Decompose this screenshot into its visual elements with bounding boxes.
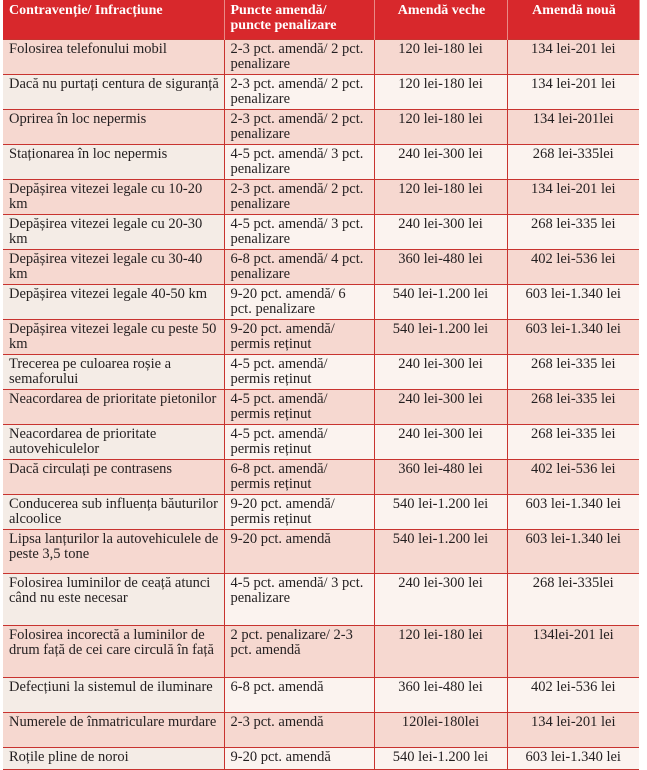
header-new-fine: Amendă nouă	[507, 0, 639, 40]
old-fine-cell: 120 lei-180 lei	[374, 110, 507, 145]
offense-cell: Lipsa lanțurilor la autovehiculele de peste 3,5 tone	[3, 530, 224, 574]
table-row	[3, 390, 639, 425]
table-row	[3, 180, 639, 215]
points-cell: 2 pct. penalizare/ 2-3 pct. amendă	[224, 626, 374, 678]
points-cell: 4-5 pct. amendă/ permis reținut	[224, 425, 374, 460]
points-cell: 4-5 pct. amendă/ 3 pct. penalizare	[224, 145, 374, 180]
old-fine-cell: 120 lei-180 lei	[374, 75, 507, 110]
old-fine-cell: 120 lei-180 lei	[374, 626, 507, 678]
table-row	[3, 626, 639, 678]
new-fine-cell: 603 lei-1.340 lei	[507, 285, 639, 320]
old-fine-cell: 240 lei-300 lei	[374, 215, 507, 250]
points-cell: 2-3 pct. amendă/ 2 pct. penalizare	[224, 40, 374, 75]
points-cell: 4-5 pct. amendă/ 3 pct. penalizare	[224, 574, 374, 626]
offense-cell: Defecțiuni la sistemul de iluminare	[3, 678, 224, 713]
new-fine-cell: 134 lei-201 lei	[507, 75, 639, 110]
table-row	[3, 425, 639, 460]
new-fine-cell: 603 lei-1.340 lei	[507, 495, 639, 530]
offense-cell: Depășirea vitezei legale cu 30-40 km	[3, 250, 224, 285]
header-points: Puncte amendă/ puncte penalizare	[224, 0, 374, 40]
points-cell: 9-20 pct. amendă	[224, 530, 374, 574]
new-fine-cell: 603 lei-1.340 lei	[507, 748, 639, 770]
header-offense: Contravenție/ Infracțiune	[3, 0, 224, 40]
new-fine-cell: 603 lei-1.340 lei	[507, 530, 639, 574]
points-cell: 9-20 pct. amendă	[224, 748, 374, 770]
new-fine-cell: 268 lei-335 lei	[507, 355, 639, 390]
table-row	[3, 75, 639, 110]
old-fine-cell: 240 lei-300 lei	[374, 574, 507, 626]
points-cell: 6-8 pct. amendă	[224, 678, 374, 713]
table-row	[3, 110, 639, 145]
new-fine-cell: 402 lei-536 lei	[507, 678, 639, 713]
points-cell: 9-20 pct. amendă/ 6 pct. penalizare	[224, 285, 374, 320]
points-cell: 4-5 pct. amendă/ permis reținut	[224, 355, 374, 390]
new-fine-cell: 402 lei-536 lei	[507, 250, 639, 285]
points-cell: 2-3 pct. amendă/ 2 pct. penalizare	[224, 75, 374, 110]
offense-cell: Conducerea sub influența băuturilor alcoolice	[3, 495, 224, 530]
new-fine-cell: 603 lei-1.340 lei	[507, 320, 639, 355]
new-fine-cell: 134lei-201 lei	[507, 626, 639, 678]
new-fine-cell: 268 lei-335 lei	[507, 215, 639, 250]
table-row	[3, 145, 639, 180]
table-row	[3, 713, 639, 748]
offense-cell: Folosirea incorectă a luminilor de drum față de cei care circulă în față	[3, 626, 224, 678]
offense-cell: Oprirea în loc nepermis	[3, 110, 224, 145]
fines-table	[3, 0, 640, 770]
points-cell: 2-3 pct. amendă/ 2 pct. penalizare	[224, 180, 374, 215]
table-row	[3, 355, 639, 390]
new-fine-cell: 134 lei-201 lei	[507, 180, 639, 215]
offense-cell: Roțile pline de noroi	[3, 748, 224, 770]
header-old-fine: Amendă veche	[374, 0, 507, 40]
old-fine-cell: 120 lei-180 lei	[374, 40, 507, 75]
table-header	[3, 0, 639, 40]
old-fine-cell: 540 lei-1.200 lei	[374, 495, 507, 530]
old-fine-cell: 540 lei-1.200 lei	[374, 530, 507, 574]
header-row	[3, 0, 639, 40]
offense-cell: Numerele de înmatriculare murdare	[3, 713, 224, 748]
table-row	[3, 320, 639, 355]
points-cell: 2-3 pct. amendă/ 2 pct. penalizare	[224, 110, 374, 145]
old-fine-cell: 360 lei-480 lei	[374, 460, 507, 495]
table-row	[3, 530, 639, 574]
offense-cell: Folosirea luminilor de ceață atunci când nu este necesar	[3, 574, 224, 626]
points-cell: 9-20 pct. amendă/ permis reținut	[224, 495, 374, 530]
offense-cell: Depășirea vitezei legale 40-50 km	[3, 285, 224, 320]
points-cell: 4-5 pct. amendă/ permis reținut	[224, 390, 374, 425]
table-row	[3, 215, 639, 250]
offense-cell: Neacordarea de prioritate pietonilor	[3, 390, 224, 425]
offense-cell: Depășirea vitezei legale cu 20-30 km	[3, 215, 224, 250]
points-cell: 6-8 pct. amendă/ 4 pct. penalizare	[224, 250, 374, 285]
new-fine-cell: 134 lei-201 lei	[507, 713, 639, 748]
table-row	[3, 40, 639, 75]
offense-cell: Staționarea în loc nepermis	[3, 145, 224, 180]
table-row	[3, 250, 639, 285]
old-fine-cell: 360 lei-480 lei	[374, 678, 507, 713]
offense-cell: Neacordarea de prioritate autovehiculelor	[3, 425, 224, 460]
old-fine-cell: 120 lei-180 lei	[374, 180, 507, 215]
old-fine-cell: 540 lei-1.200 lei	[374, 748, 507, 770]
points-cell: 4-5 pct. amendă/ 3 pct. penalizare	[224, 215, 374, 250]
old-fine-cell: 240 lei-300 lei	[374, 425, 507, 460]
table-row	[3, 285, 639, 320]
table-row	[3, 495, 639, 530]
offense-cell: Depășirea vitezei legale cu 10-20 km	[3, 180, 224, 215]
table-row	[3, 460, 639, 495]
new-fine-cell: 268 lei-335 lei	[507, 425, 639, 460]
old-fine-cell: 240 lei-300 lei	[374, 145, 507, 180]
offense-cell: Dacă nu purtați centura de siguranță	[3, 75, 224, 110]
offense-cell: Trecerea pe culoarea roșie a semaforului	[3, 355, 224, 390]
old-fine-cell: 240 lei-300 lei	[374, 355, 507, 390]
old-fine-cell: 240 lei-300 lei	[374, 390, 507, 425]
new-fine-cell: 268 lei-335lei	[507, 145, 639, 180]
points-cell: 6-8 pct. amendă/ permis reținut	[224, 460, 374, 495]
offense-cell: Folosirea telefonului mobil	[3, 40, 224, 75]
new-fine-cell: 268 lei-335 lei	[507, 390, 639, 425]
fines-table-container	[3, 0, 639, 768]
new-fine-cell: 134 lei-201 lei	[507, 40, 639, 75]
old-fine-cell: 360 lei-480 lei	[374, 250, 507, 285]
new-fine-cell: 268 lei-335lei	[507, 574, 639, 626]
points-cell: 2-3 pct. amendă	[224, 713, 374, 748]
old-fine-cell: 540 lei-1.200 lei	[374, 285, 507, 320]
new-fine-cell: 402 lei-536 lei	[507, 460, 639, 495]
points-cell: 9-20 pct. amendă/ permis reținut	[224, 320, 374, 355]
old-fine-cell: 540 lei-1.200 lei	[374, 320, 507, 355]
table-body	[3, 40, 639, 770]
old-fine-cell: 120lei-180lei	[374, 713, 507, 748]
new-fine-cell: 134 lei-201lei	[507, 110, 639, 145]
table-row	[3, 574, 639, 626]
offense-cell: Depășirea vitezei legale cu peste 50 km	[3, 320, 224, 355]
table-row	[3, 748, 639, 770]
offense-cell: Dacă circulați pe contrasens	[3, 460, 224, 495]
table-row	[3, 678, 639, 713]
